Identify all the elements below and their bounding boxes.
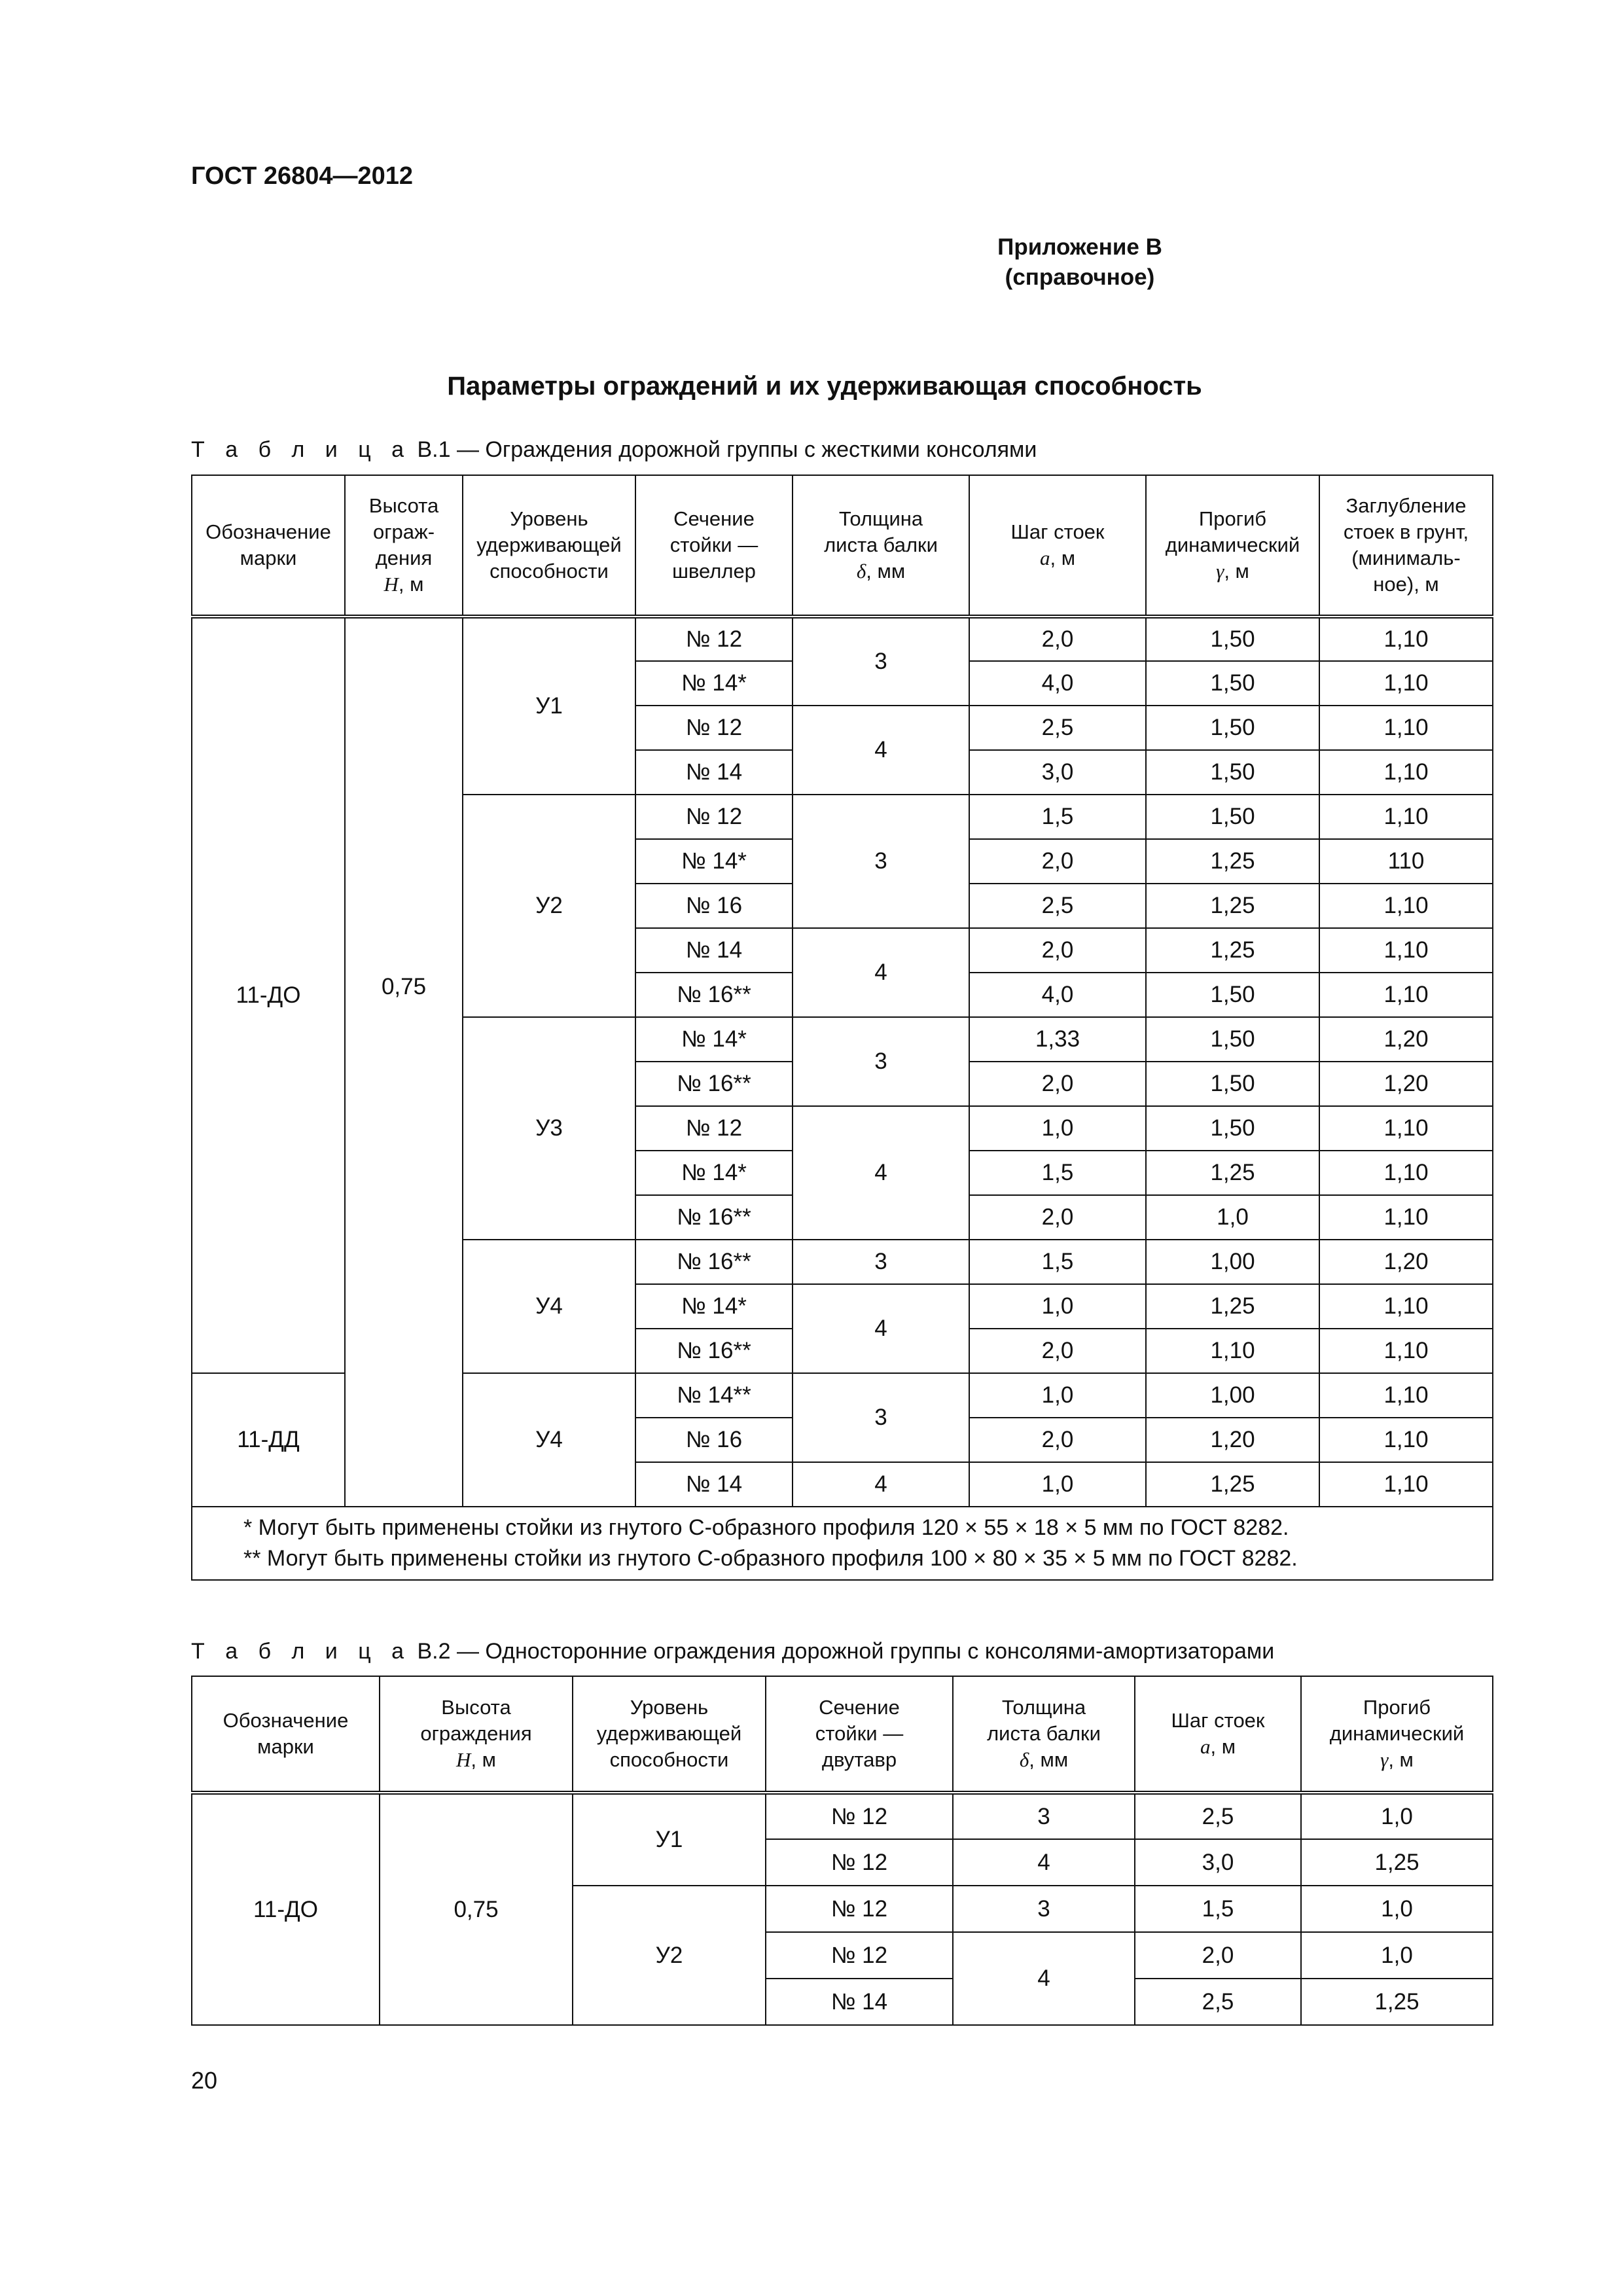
section-cell: № 14* xyxy=(635,1017,793,1062)
step-cell: 2,0 xyxy=(969,1195,1146,1240)
header-line: листа балки xyxy=(824,533,938,556)
header-line: H, м xyxy=(456,1748,496,1771)
table2-caption-prefix: Т а б л и ц а xyxy=(191,1639,412,1664)
header-line: динамический xyxy=(1165,533,1300,556)
step-cell: 1,5 xyxy=(969,1151,1146,1195)
header-line: дения xyxy=(375,547,433,569)
header-line: Высота xyxy=(368,494,439,517)
section-cell: № 14 xyxy=(635,750,793,795)
appendix-heading xyxy=(0,232,1623,293)
step-cell: 1,5 xyxy=(1135,1886,1301,1932)
table2 xyxy=(191,1676,1493,2026)
section-cell: № 14 xyxy=(766,1979,953,2025)
section-cell: № 12 xyxy=(635,617,793,661)
step-cell: 2,0 xyxy=(969,617,1146,661)
table2-header-row xyxy=(192,1676,1493,1793)
header-line: способности xyxy=(609,1748,729,1771)
step-cell: 1,0 xyxy=(969,1373,1146,1418)
level-cell: У3 xyxy=(463,1017,635,1240)
level-cell: У2 xyxy=(463,795,635,1017)
table1-caption-prefix: Т а б л и ц а xyxy=(191,437,412,462)
deflection-cell: 1,10 xyxy=(1146,1329,1319,1373)
level-cell: У1 xyxy=(573,1793,766,1886)
deflection-cell: 1,25 xyxy=(1146,1151,1319,1195)
header-line: Сечение xyxy=(819,1696,900,1719)
section-cell: № 12 xyxy=(766,1839,953,1886)
depth-cell: 1,10 xyxy=(1319,928,1493,973)
deflection-cell: 1,50 xyxy=(1146,795,1319,839)
thickness-cell: 4 xyxy=(793,706,969,795)
footnote: * Могут быть применены стойки из гнутого С-образного профиля 120 × 55 × 18 × 5 мм по ГОСТ 8282. xyxy=(243,1515,1289,1540)
step-cell: 2,0 xyxy=(969,928,1146,973)
header-deflection xyxy=(1301,1676,1493,1793)
header-mark xyxy=(192,1676,380,1793)
header-line: a, м xyxy=(1200,1735,1236,1758)
appendix-title: Приложение В xyxy=(997,234,1162,260)
table1 xyxy=(191,475,1493,1581)
depth-cell: 1,10 xyxy=(1319,1373,1493,1418)
step-cell: 4,0 xyxy=(969,661,1146,706)
step-cell: 1,5 xyxy=(969,1240,1146,1284)
header-section xyxy=(635,475,793,617)
depth-cell: 1,10 xyxy=(1319,706,1493,750)
header-line: стойки — xyxy=(815,1722,904,1745)
section-cell: № 14* xyxy=(635,1284,793,1329)
section-cell: № 16** xyxy=(635,1329,793,1373)
deflection-cell: 1,50 xyxy=(1146,706,1319,750)
deflection-cell: 1,0 xyxy=(1146,1195,1319,1240)
thickness-cell: 3 xyxy=(793,795,969,928)
thickness-cell: 3 xyxy=(793,617,969,706)
header-depth xyxy=(1319,475,1493,617)
depth-cell: 1,10 xyxy=(1319,1462,1493,1507)
depth-cell: 1,10 xyxy=(1319,1284,1493,1329)
header-line: Прогиб xyxy=(1198,507,1267,530)
header-line: стоек в грунт, xyxy=(1343,520,1469,543)
deflection-cell: 1,50 xyxy=(1146,1062,1319,1106)
table1-caption xyxy=(191,437,1037,463)
header-line: марки xyxy=(240,547,297,569)
step-cell: 2,0 xyxy=(969,1329,1146,1373)
step-cell: 2,5 xyxy=(969,706,1146,750)
level-cell: У4 xyxy=(463,1373,635,1507)
header-line: удерживающей xyxy=(476,533,622,556)
depth-cell: 1,10 xyxy=(1319,884,1493,928)
deflection-cell: 1,25 xyxy=(1146,1284,1319,1329)
section-cell: № 14* xyxy=(635,661,793,706)
thickness-cell: 3 xyxy=(953,1886,1135,1932)
depth-cell: 1,10 xyxy=(1319,1418,1493,1462)
header-line: γ, м xyxy=(1380,1748,1414,1771)
deflection-cell: 1,50 xyxy=(1146,1017,1319,1062)
depth-cell: 1,10 xyxy=(1319,1329,1493,1373)
header-line: Обозначение xyxy=(223,1709,349,1732)
thickness-cell: 4 xyxy=(953,1839,1135,1886)
thickness-cell: 4 xyxy=(793,928,969,1017)
depth-cell: 110 xyxy=(1319,839,1493,884)
header-line: (минималь- xyxy=(1351,547,1461,569)
deflection-cell: 1,25 xyxy=(1301,1979,1493,2025)
depth-cell: 1,20 xyxy=(1319,1062,1493,1106)
depth-cell: 1,10 xyxy=(1319,750,1493,795)
header-line: Толщина xyxy=(1001,1696,1086,1719)
header-line: δ, мм xyxy=(1019,1748,1069,1771)
header-line: Высота xyxy=(441,1696,511,1719)
header-line: Уровень xyxy=(630,1696,709,1719)
header-line: Толщина xyxy=(838,507,923,530)
section-cell: № 12 xyxy=(635,706,793,750)
deflection-cell: 1,20 xyxy=(1146,1418,1319,1462)
header-thickness xyxy=(793,475,969,617)
header-line: динамический xyxy=(1329,1722,1465,1745)
table1-caption-text: В.1 — Ограждения дорожной группы с жесткими консолями xyxy=(417,437,1037,462)
deflection-cell: 1,50 xyxy=(1146,750,1319,795)
deflection-cell: 1,00 xyxy=(1146,1240,1319,1284)
header-line: Заглубление xyxy=(1346,494,1467,517)
step-cell: 2,0 xyxy=(969,1062,1146,1106)
section-cell: № 16** xyxy=(635,1240,793,1284)
step-cell: 3,0 xyxy=(1135,1839,1301,1886)
height-cell: 0,75 xyxy=(345,617,463,1507)
section-cell: № 16** xyxy=(635,1195,793,1240)
step-cell: 2,5 xyxy=(1135,1979,1301,2025)
section-cell: № 14 xyxy=(635,1462,793,1507)
depth-cell: 1,10 xyxy=(1319,1195,1493,1240)
thickness-cell: 3 xyxy=(793,1017,969,1106)
depth-cell: 1,10 xyxy=(1319,661,1493,706)
deflection-cell: 1,50 xyxy=(1146,617,1319,661)
header-line: H, м xyxy=(383,573,424,596)
thickness-cell: 4 xyxy=(793,1284,969,1373)
table1-header-row xyxy=(192,475,1493,617)
step-cell: 2,0 xyxy=(969,1418,1146,1462)
deflection-cell: 1,25 xyxy=(1301,1839,1493,1886)
step-cell: 2,0 xyxy=(969,839,1146,884)
thickness-cell: 3 xyxy=(953,1793,1135,1839)
table-row xyxy=(192,1793,1493,1839)
step-cell: 1,33 xyxy=(969,1017,1146,1062)
deflection-cell: 1,25 xyxy=(1146,839,1319,884)
header-level xyxy=(573,1676,766,1793)
deflection-cell: 1,25 xyxy=(1146,928,1319,973)
section-cell: № 12 xyxy=(766,1793,953,1839)
table1-notes-row xyxy=(192,1507,1493,1580)
step-cell: 1,0 xyxy=(969,1462,1146,1507)
depth-cell: 1,10 xyxy=(1319,795,1493,839)
section-cell: № 14* xyxy=(635,1151,793,1195)
header-line: ограж- xyxy=(372,520,435,543)
header-line: удерживающей xyxy=(596,1722,742,1745)
document-id: ГОСТ 26804—2012 xyxy=(191,162,414,190)
section-cell: № 12 xyxy=(766,1932,953,1979)
table-row xyxy=(192,617,1493,661)
section-title: Параметры ограждений и их удерживающая способность xyxy=(447,372,1202,401)
header-line: Шаг стоек xyxy=(1171,1709,1265,1732)
deflection-cell: 1,25 xyxy=(1146,884,1319,928)
section-cell: № 14 xyxy=(635,928,793,973)
section-cell: № 12 xyxy=(766,1886,953,1932)
step-cell: 1,5 xyxy=(969,795,1146,839)
header-line: двутавр xyxy=(821,1748,897,1771)
header-line: a, м xyxy=(1039,547,1076,569)
header-line: способности xyxy=(490,560,609,583)
header-line: Сечение xyxy=(673,507,755,530)
header-line: ограждения xyxy=(420,1722,532,1745)
header-line: Шаг стоек xyxy=(1010,520,1105,543)
deflection-cell: 1,50 xyxy=(1146,973,1319,1017)
section-cell: № 14** xyxy=(635,1373,793,1418)
header-line: швеллер xyxy=(672,560,756,583)
depth-cell: 1,20 xyxy=(1319,1017,1493,1062)
section-cell: № 16** xyxy=(635,973,793,1017)
header-deflection xyxy=(1146,475,1319,617)
step-cell: 2,5 xyxy=(969,884,1146,928)
header-height xyxy=(380,1676,573,1793)
depth-cell: 1,10 xyxy=(1319,973,1493,1017)
level-cell: У2 xyxy=(573,1886,766,2025)
step-cell: 4,0 xyxy=(969,973,1146,1017)
step-cell: 2,0 xyxy=(1135,1932,1301,1979)
thickness-cell: 4 xyxy=(793,1106,969,1240)
step-cell: 3,0 xyxy=(969,750,1146,795)
depth-cell: 1,10 xyxy=(1319,617,1493,661)
mark-cell: 11-ДО xyxy=(192,1793,380,2025)
section-cell: № 14* xyxy=(635,839,793,884)
section-cell: № 16 xyxy=(635,884,793,928)
thickness-cell: 3 xyxy=(793,1373,969,1462)
table2-caption xyxy=(191,1639,1274,1664)
header-line: марки xyxy=(257,1735,314,1758)
section-cell: № 12 xyxy=(635,1106,793,1151)
header-line: δ, мм xyxy=(856,560,906,583)
thickness-cell: 3 xyxy=(793,1240,969,1284)
section-cell: № 16** xyxy=(635,1062,793,1106)
header-line: листа балки xyxy=(987,1722,1101,1745)
footnote: ** Могут быть применены стойки из гнутого С-образного профиля 100 × 80 × 35 × 5 мм по ГОСТ 8282. xyxy=(243,1546,1298,1571)
header-line: Уровень xyxy=(510,507,588,530)
depth-cell: 1,10 xyxy=(1319,1151,1493,1195)
deflection-cell: 1,0 xyxy=(1301,1932,1493,1979)
deflection-cell: 1,25 xyxy=(1146,1462,1319,1507)
header-step xyxy=(969,475,1146,617)
header-line: Обозначение xyxy=(205,520,331,543)
header-mark xyxy=(192,475,345,617)
header-line: γ, м xyxy=(1216,560,1249,583)
header-thickness xyxy=(953,1676,1135,1793)
mark-cell: 11-ДО xyxy=(192,617,345,1373)
table1-notes xyxy=(192,1507,1493,1580)
step-cell: 1,0 xyxy=(969,1284,1146,1329)
level-cell: У1 xyxy=(463,617,635,795)
section-cell: № 12 xyxy=(635,795,793,839)
header-height xyxy=(345,475,463,617)
step-cell: 1,0 xyxy=(969,1106,1146,1151)
depth-cell: 1,20 xyxy=(1319,1240,1493,1284)
height-cell: 0,75 xyxy=(380,1793,573,2025)
deflection-cell: 1,00 xyxy=(1146,1373,1319,1418)
header-line: ное), м xyxy=(1373,573,1439,596)
deflection-cell: 1,50 xyxy=(1146,661,1319,706)
section-cell: № 16 xyxy=(635,1418,793,1462)
deflection-cell: 1,50 xyxy=(1146,1106,1319,1151)
header-step xyxy=(1135,1676,1301,1793)
deflection-cell: 1,0 xyxy=(1301,1886,1493,1932)
depth-cell: 1,10 xyxy=(1319,1106,1493,1151)
deflection-cell: 1,0 xyxy=(1301,1793,1493,1839)
header-line: стойки — xyxy=(669,533,758,556)
header-level xyxy=(463,475,635,617)
mark-cell: 11-ДД xyxy=(192,1373,345,1507)
appendix-subtitle: (справочное) xyxy=(1005,264,1155,290)
thickness-cell: 4 xyxy=(793,1462,969,1507)
table2-caption-text: В.2 — Односторонние ограждения дорожной группы с консолями-амортизаторами xyxy=(417,1639,1275,1664)
step-cell: 2,5 xyxy=(1135,1793,1301,1839)
page-number: 20 xyxy=(191,2067,218,2094)
thickness-cell: 4 xyxy=(953,1932,1135,2025)
header-section xyxy=(766,1676,953,1793)
level-cell: У4 xyxy=(463,1240,635,1373)
header-line: Прогиб xyxy=(1363,1696,1431,1719)
